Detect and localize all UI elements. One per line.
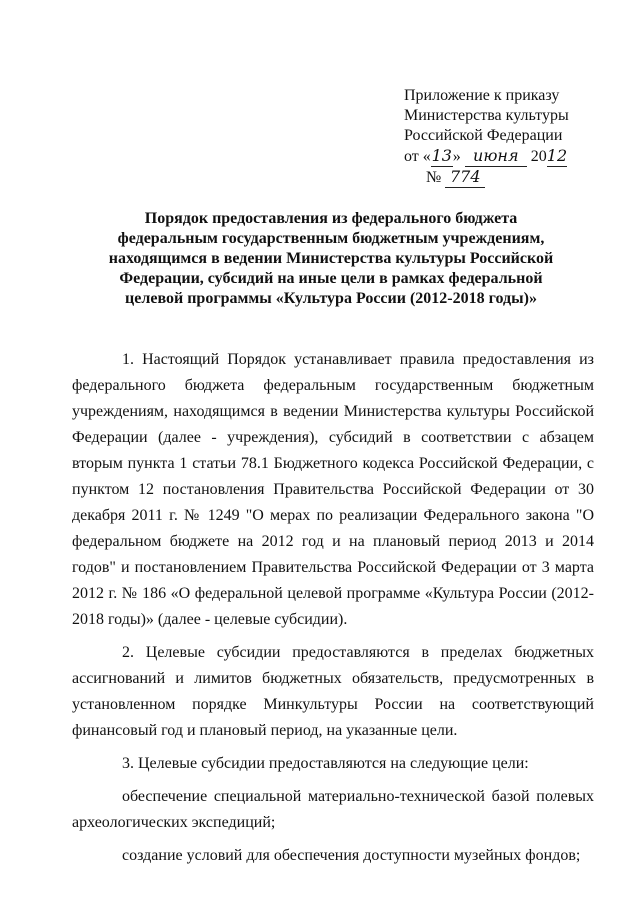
appendix-line-1: Приложение к приказу bbox=[404, 87, 560, 104]
paragraph-2: 2. Целевые субсидии предоставляются в пределах бюджетных ассигнований и лимитов бюджетных обязательств, предусмотренных в установленном порядке Минкультуры России на соответствующий финансовый год и плановый период, на указанные цели. bbox=[72, 644, 594, 739]
order-date bbox=[404, 146, 614, 167]
paragraph-1: 1. Настоящий Порядок устанавливает правила предоставления из федерального бюджета федеральным государственным бюджетным учреждениям, находящимся в ведении Министерства культуры Российской Федерации (далее - учреждения), субсидий в соответствии с абзацем вторым пункта 1 статьи 78.1 Бюджетного кодекса Российской Федерации, с пунктом 12 постановления Правительства Российской Федерации от 30 декабря 2011 г. № 1249 "О мерах по реализации Федерального закона "О федеральном бюджете на 2012 год и на плановый период 2013 и 2014 годов" и постановлением Правительства Российской Федерации от 3 марта 2012 г. № 186 «О федеральной целевой программе «Культура России (2012-2018 годы)» (далее - целевые субсидии). bbox=[72, 351, 594, 628]
date-year-prefix: 20 bbox=[526, 148, 547, 165]
paragraph-5: создание условий для обеспечения доступности музейных фондов; bbox=[122, 847, 581, 864]
paragraph-3: 3. Целевые субсидии предоставляются на следующие цели: bbox=[122, 755, 529, 772]
number-value: 774 bbox=[445, 167, 485, 188]
paragraph-4: обеспечение специальной материально-технической базой полевых археологических экспедиций; bbox=[72, 788, 594, 831]
date-mid: » bbox=[452, 148, 461, 165]
order-number bbox=[404, 167, 614, 188]
appendix-header bbox=[404, 86, 614, 188]
document-body bbox=[72, 347, 594, 869]
appendix-line-2: Министерства культуры bbox=[404, 107, 569, 124]
document-title: Порядок предоставления из федерального бюджета федеральным государственным бюджетным учреждениям, находящимся в ведении Министерства культуры Российской Федерации, субсидий на иные цели в рамках федеральной целевой программы «Культура России (2012-2018 годы)» bbox=[108, 210, 554, 307]
date-prefix: от « bbox=[404, 148, 431, 165]
date-day: 13 bbox=[431, 146, 452, 165]
date-year: 12 bbox=[546, 146, 568, 165]
appendix-line-3: Российской Федерации bbox=[404, 127, 563, 144]
date-month: июня bbox=[465, 146, 527, 167]
number-label: № bbox=[426, 169, 442, 186]
